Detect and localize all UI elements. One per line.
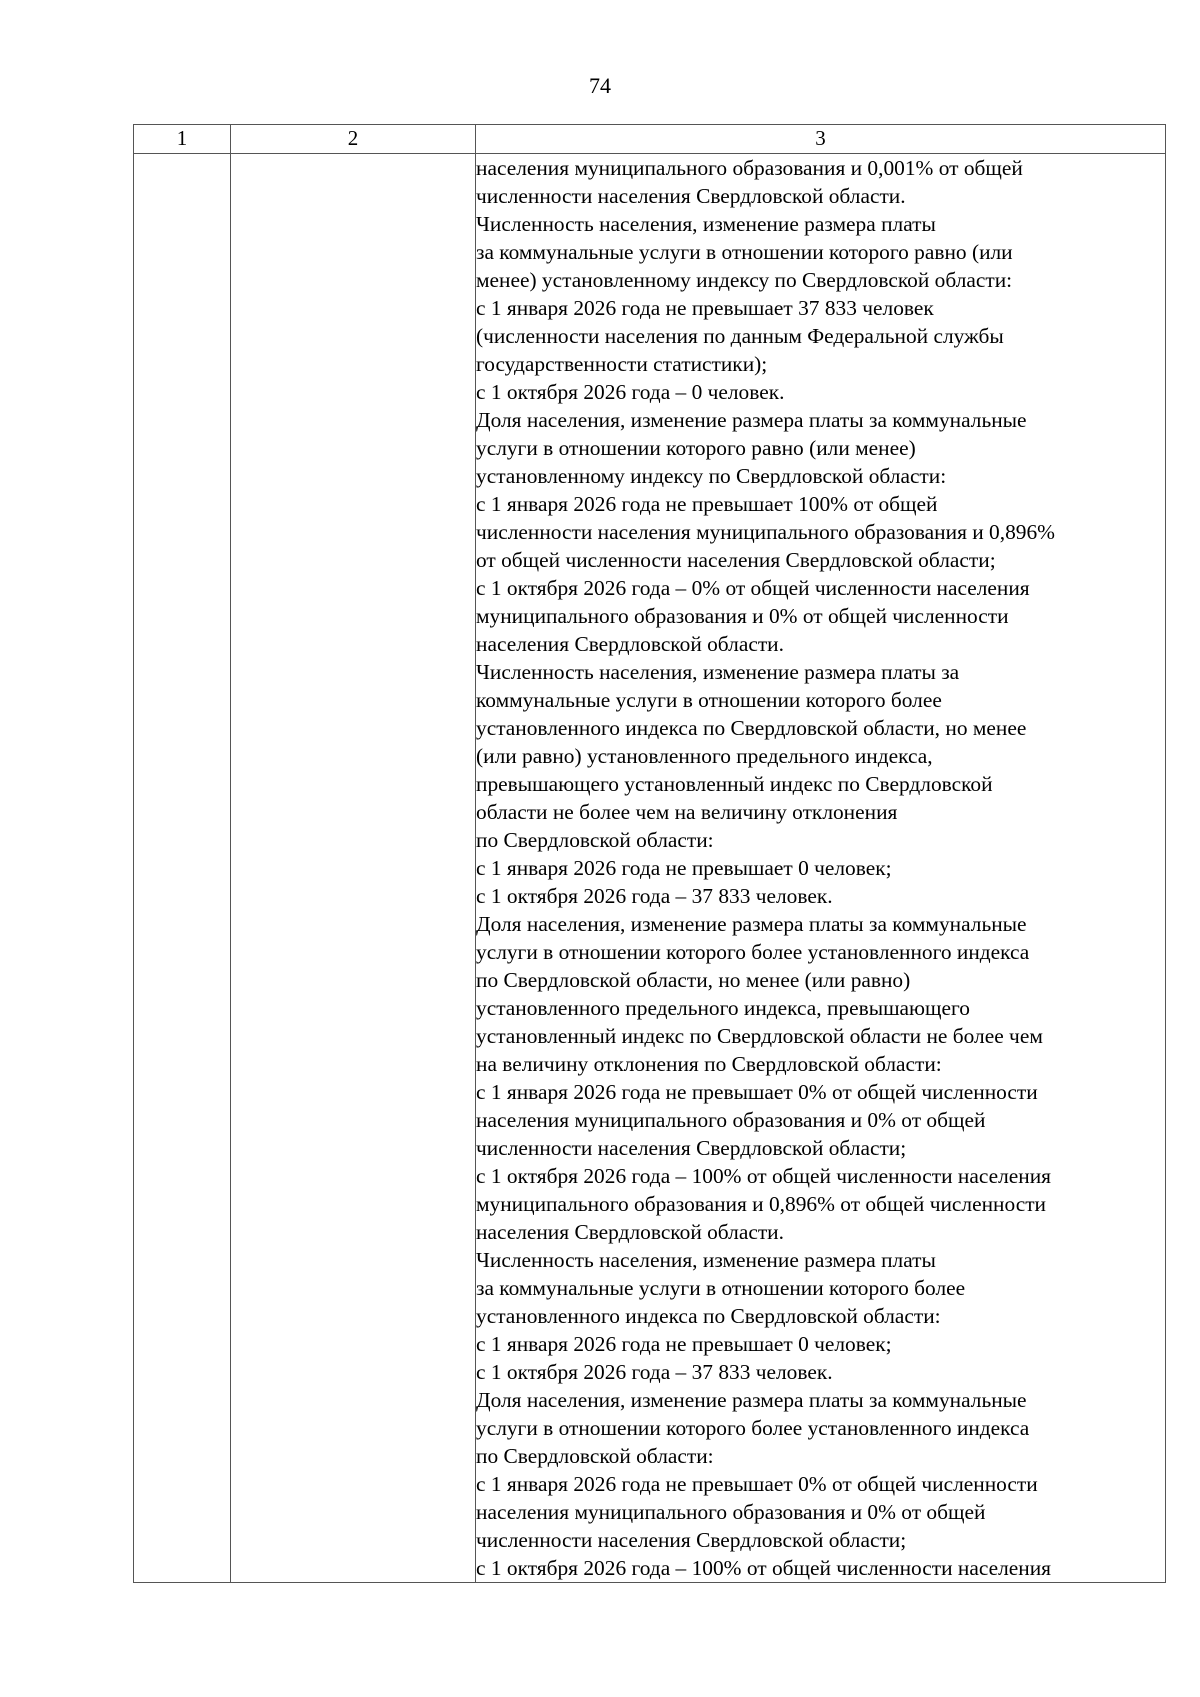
text-line: с 1 января 2026 года не превышает 0 человек; [476,1332,892,1356]
table-row [134,154,1166,1583]
text-line: Численность населения, изменение размера платы за [476,660,960,684]
text-line: установленного предельного индекса, превышающего [476,996,970,1020]
column-header-1: 1 [134,125,231,154]
text-line: по Свердловской области: [476,828,714,852]
text-line: населения муниципального образования и 0,001% от общей [476,156,1023,180]
page-number: 74 [589,73,611,98]
text-line: муниципального образования и 0% от общей численности [476,604,1009,628]
column-header-2: 2 [231,125,476,154]
text-line: по Свердловской области, но менее (или равно) [476,968,911,992]
text-line: численности населения муниципального образования и 0,896% [476,520,1055,544]
text-line: Доля населения, изменение размера платы за коммунальные [476,1388,1027,1412]
text-line: населения муниципального образования и 0% от общей [476,1500,986,1524]
text-line: коммунальные услуги в отношении которого более [476,688,942,712]
text-line: Численность населения, изменение размера платы [476,1248,936,1272]
text-line: Доля населения, изменение размера платы за коммунальные [476,408,1027,432]
text-line: с 1 октября 2026 года – 37 833 человек. [476,1360,833,1384]
text-line: муниципального образования и 0,896% от общей численности [476,1192,1047,1216]
text-line: населения Свердловской области. [476,632,784,656]
text-line: по Свердловской области: [476,1444,714,1468]
cell-column-3-text [476,154,1166,1583]
text-line: Численность населения, изменение размера платы [476,212,936,236]
text-line: с 1 января 2026 года не превышает 100% от общей [476,492,938,516]
text-line: с 1 января 2026 года не превышает 0% от общей численности [476,1080,1038,1104]
text-line: услуги в отношении которого более установленного индекса [476,940,1030,964]
text-line: менее) установленному индексу по Свердловской области: [476,268,1013,292]
text-line: установленному индексу по Свердловской области: [476,464,947,488]
text-line: с 1 января 2026 года не превышает 0 человек; [476,856,892,880]
text-line: установленный индекс по Свердловской области не более чем [476,1024,1043,1048]
text-line: установленного индекса по Свердловской области: [476,1304,941,1328]
table-header-row [134,125,1166,154]
column-header-3: 3 [476,125,1166,154]
text-line: численности населения Свердловской области; [476,1136,907,1160]
text-line: области не более чем на величину отклонения [476,800,898,824]
text-line: за коммунальные услуги в отношении которого более [476,1276,966,1300]
text-line: за коммунальные услуги в отношении которого равно (или [476,240,1013,264]
text-line: с 1 октября 2026 года – 0% от общей численности населения [476,576,1030,600]
text-line: с 1 января 2026 года не превышает 37 833 человек [476,296,934,320]
document-table [133,124,1166,1583]
text-line: с 1 октября 2026 года – 37 833 человек. [476,884,833,908]
text-line: Доля населения, изменение размера платы за коммунальные [476,912,1027,936]
text-line: (численности населения по данным Федеральной службы [476,324,1004,348]
text-line: численности населения Свердловской области; [476,1528,907,1552]
text-line: с 1 октября 2026 года – 0 человек. [476,380,785,404]
text-line: от общей численности населения Свердловской области; [476,548,996,572]
text-line: установленного индекса по Свердловской области, но менее [476,716,1027,740]
text-line: населения Свердловской области. [476,1220,784,1244]
text-line: превышающего установленный индекс по Свердловской [476,772,993,796]
text-line: услуги в отношении которого равно (или менее) [476,436,916,460]
text-line: на величину отклонения по Свердловской области: [476,1052,942,1076]
text-line: (или равно) установленного предельного индекса, [476,744,933,768]
text-line: с 1 января 2026 года не превышает 0% от общей численности [476,1472,1038,1496]
text-line: населения муниципального образования и 0% от общей [476,1108,986,1132]
text-line: с 1 октября 2026 года – 100% от общей численности населения [476,1164,1051,1188]
text-line: численности населения Свердловской области. [476,184,906,208]
text-line: государственности статистики); [476,352,768,376]
text-line: услуги в отношении которого более установленного индекса [476,1416,1030,1440]
cell-column-1 [134,154,231,1583]
text-line: с 1 октября 2026 года – 100% от общей численности населения [476,1556,1051,1580]
cell-column-2 [231,154,476,1583]
